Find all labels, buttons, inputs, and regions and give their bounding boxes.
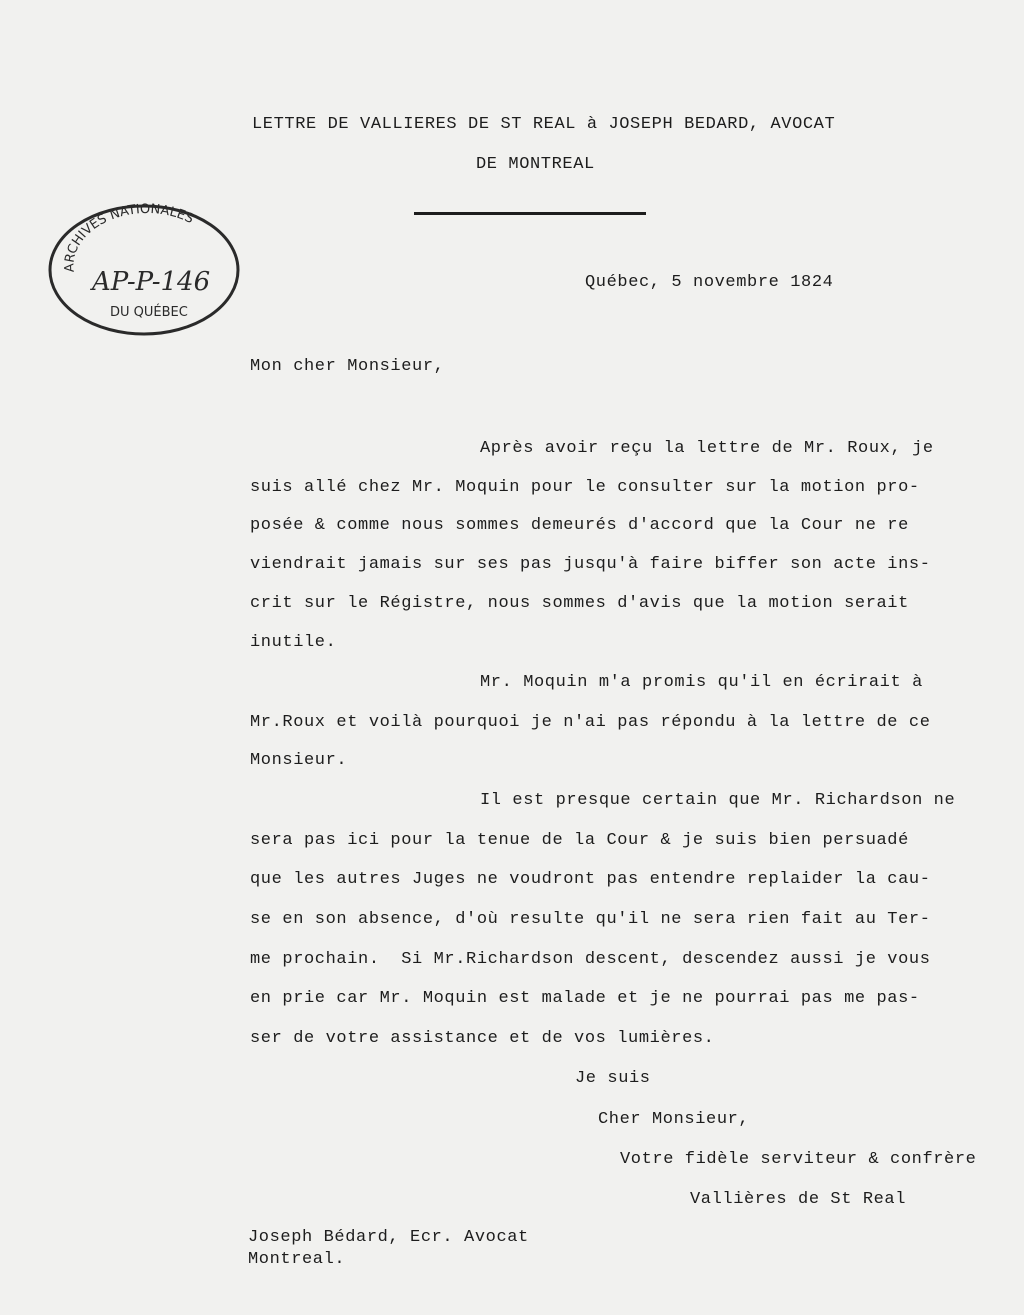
body-line: se en son absence, d'où resulte qu'il ne sera rien fait au Ter- bbox=[250, 910, 931, 929]
closing-line-3: Votre fidèle serviteur & confrère bbox=[620, 1150, 977, 1169]
archives-stamp-graphic bbox=[44, 200, 240, 342]
signature: Vallières de St Real bbox=[690, 1190, 907, 1209]
closing-line-2: Cher Monsieur, bbox=[598, 1110, 750, 1129]
closing-line-1: Je suis bbox=[575, 1069, 651, 1088]
body-line: crit sur le Régistre, nous sommes d'avis que la motion serait bbox=[250, 594, 909, 613]
body-line: Après avoir reçu la lettre de Mr. Roux, je bbox=[480, 439, 934, 458]
body-line: posée & comme nous sommes demeurés d'accord que la Cour ne re bbox=[250, 516, 909, 535]
body-line: viendrait jamais sur ses pas jusqu'à faire biffer son acte ins- bbox=[250, 555, 931, 574]
stamp-code-text: AP-P-146 bbox=[92, 267, 211, 297]
body-line: ser de votre assistance et de vos lumières. bbox=[250, 1029, 715, 1048]
addressee-line-2: Montreal. bbox=[248, 1250, 346, 1269]
stamp-bottom-text: DU QUÉBEC bbox=[110, 305, 188, 320]
dateline: Québec, 5 novembre 1824 bbox=[585, 273, 834, 292]
body-line: suis allé chez Mr. Moquin pour le consulter sur la motion pro- bbox=[250, 478, 920, 497]
body-line: Il est presque certain que Mr. Richardson ne bbox=[480, 791, 956, 810]
body-line: Mr. Moquin m'a promis qu'il en écrirait à bbox=[480, 673, 923, 692]
body-line: me prochain. Si Mr.Richardson descent, descendez aussi je vous bbox=[250, 950, 931, 969]
body-line: sera pas ici pour la tenue de la Cour & je suis bien persuadé bbox=[250, 831, 909, 850]
addressee-line-1: Joseph Bédard, Ecr. Avocat bbox=[248, 1228, 529, 1247]
body-line: Monsieur. bbox=[250, 751, 348, 770]
heading-line-2: DE MONTREAL bbox=[476, 155, 595, 174]
heading-underline bbox=[414, 212, 646, 215]
body-line: Mr.Roux et voilà pourquoi je n'ai pas répondu à la lettre de ce bbox=[250, 713, 931, 732]
salutation: Mon cher Monsieur, bbox=[250, 357, 445, 376]
stamp-top-text: ARCHIVES NATIONALES bbox=[62, 201, 196, 273]
heading-line-1: LETTRE DE VALLIERES DE ST REAL à JOSEPH BEDARD, AVOCAT bbox=[252, 115, 836, 134]
archives-stamp bbox=[44, 200, 240, 342]
body-line: que les autres Juges ne voudront pas entendre replaider la cau- bbox=[250, 870, 931, 889]
body-line: en prie car Mr. Moquin est malade et je ne pourrai pas me pas- bbox=[250, 989, 920, 1008]
body-line: inutile. bbox=[250, 633, 337, 652]
